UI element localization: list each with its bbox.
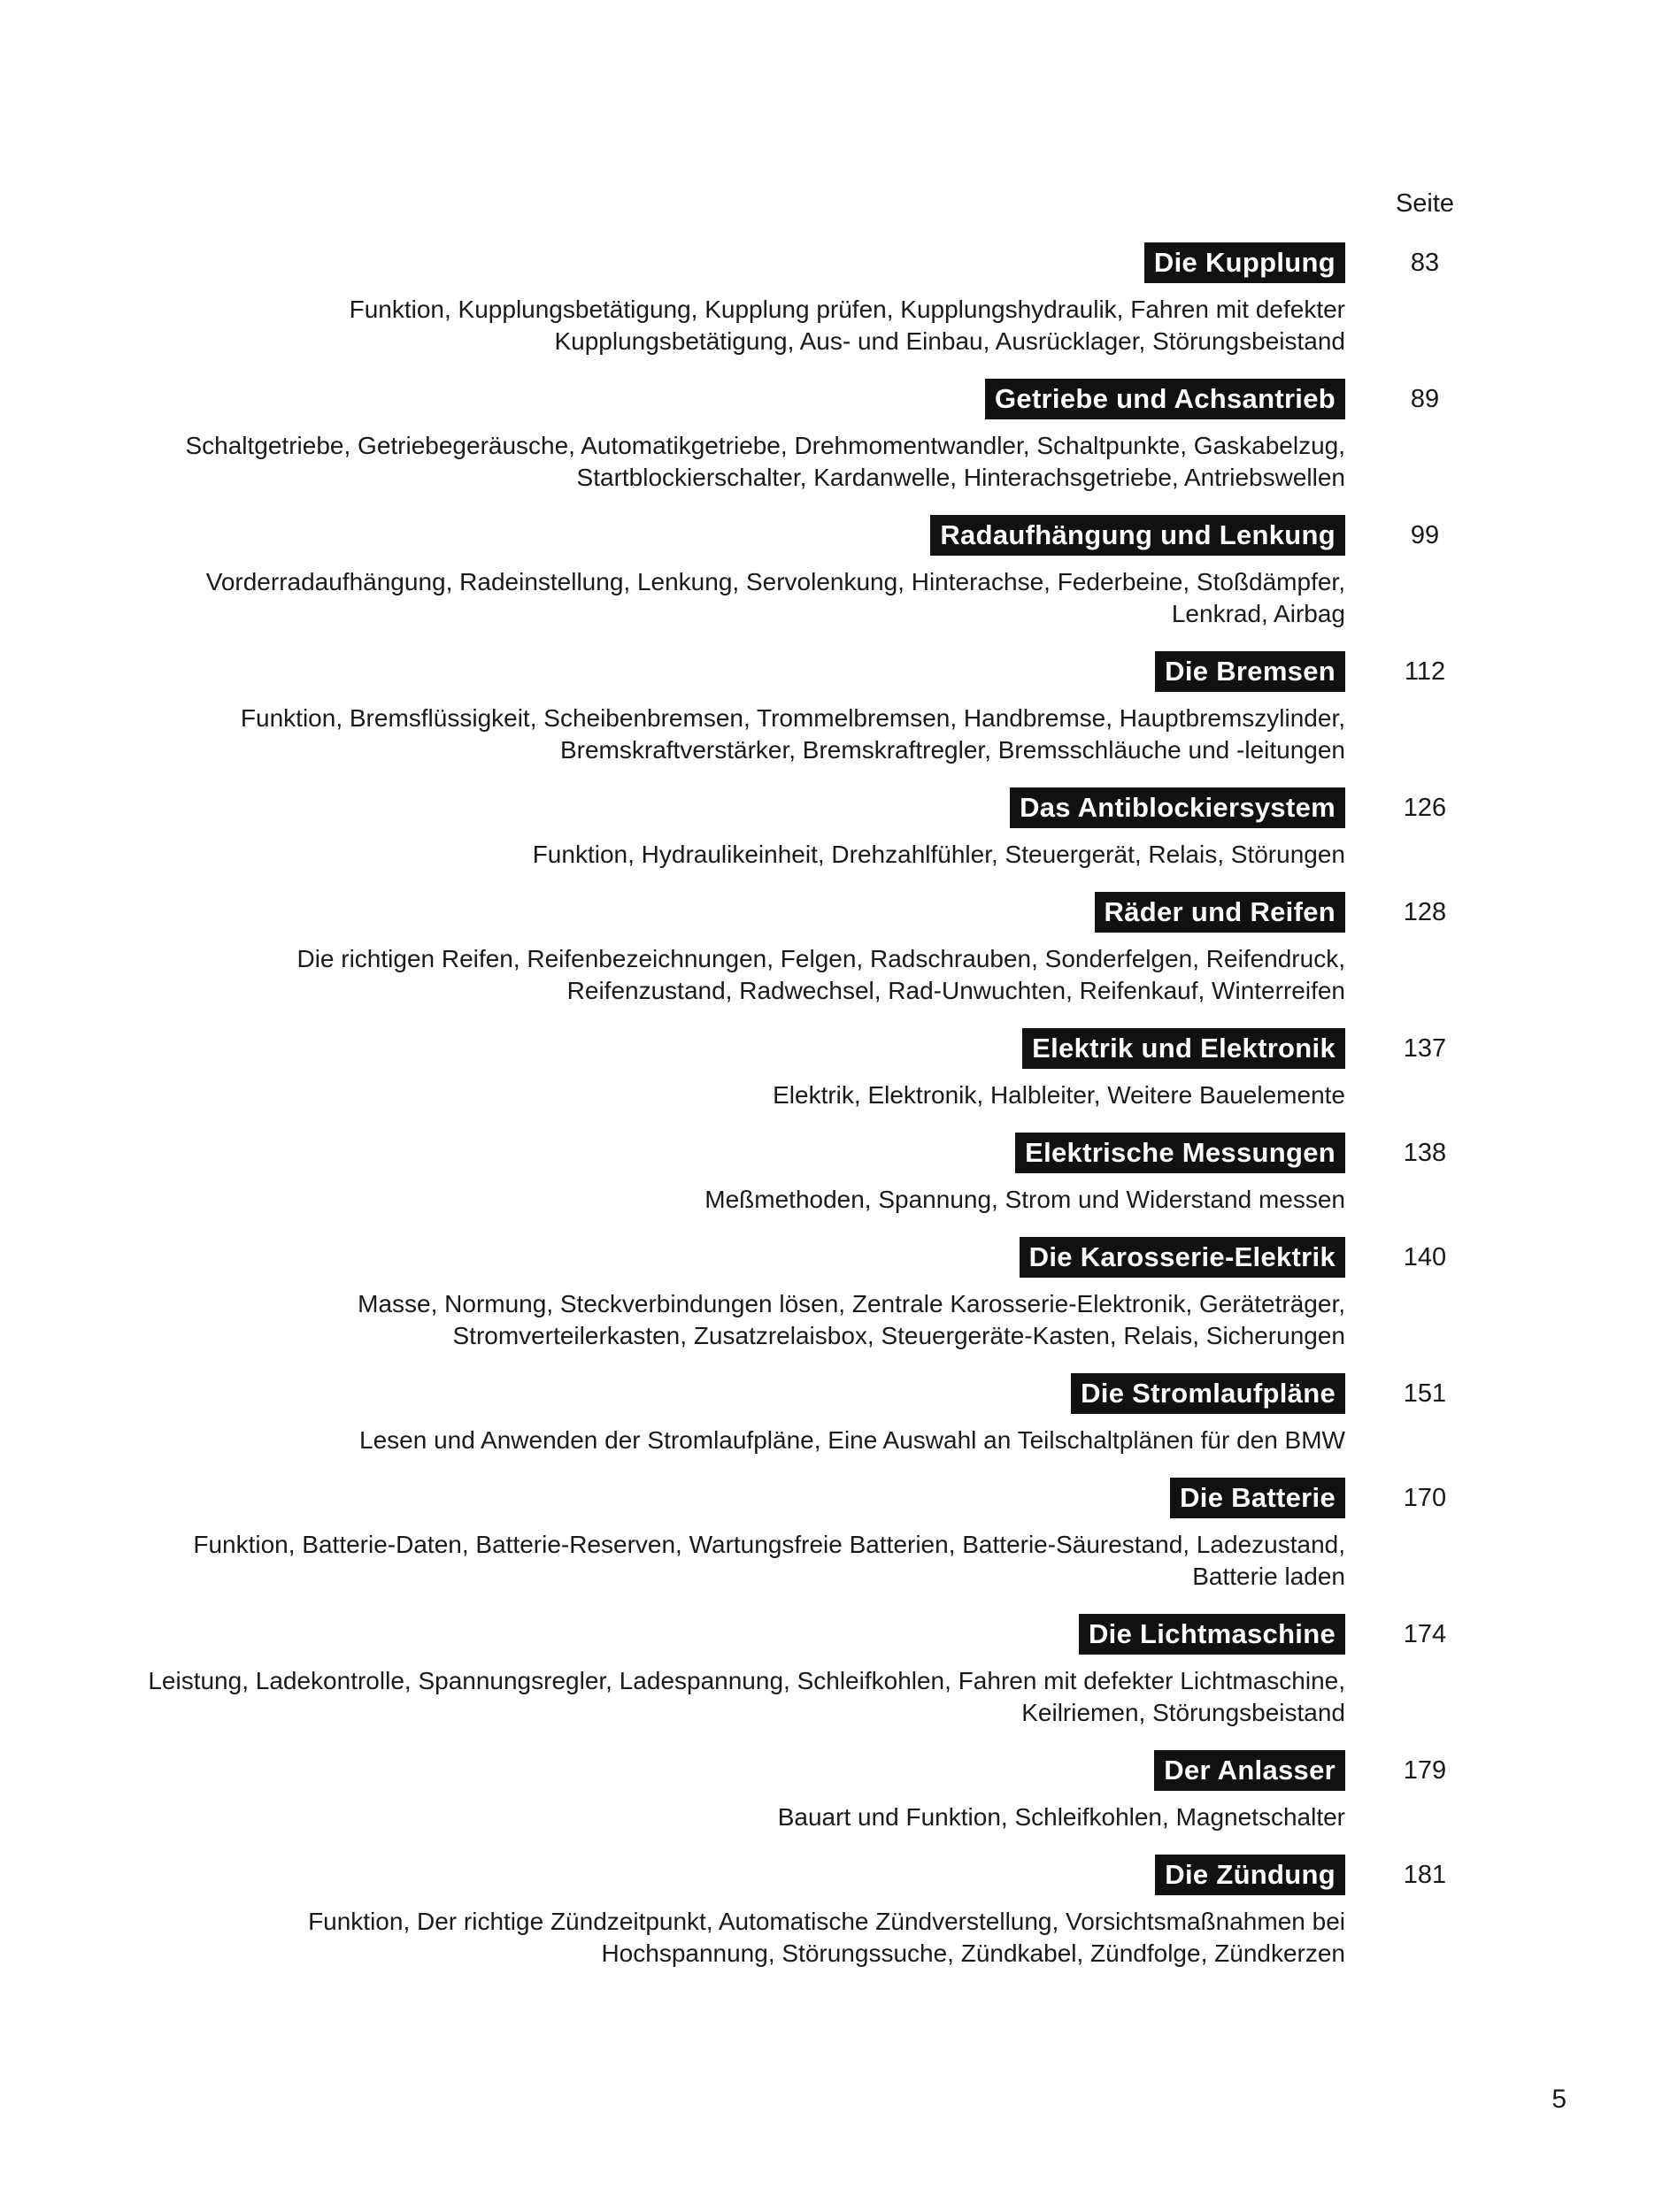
chapter-description: [0, 1906, 1345, 1970]
chapter-title[interactable]: Das Antiblockiersystem: [1010, 787, 1345, 828]
toc-entry: [0, 1373, 1655, 1456]
chapter-description-line: Die richtigen Reifen, Reifenbezeichnungen, Felgen, Radschrauben, Sonderfelgen, Reifendruck,: [296, 945, 1345, 972]
chapter-description: [0, 943, 1345, 1007]
chapter-page-number: 137: [1403, 1034, 1447, 1063]
chapter-page-number: 174: [1403, 1620, 1447, 1648]
chapter-description: [0, 1665, 1345, 1729]
chapter-page-number: 151: [1403, 1379, 1447, 1408]
toc-entry: [0, 787, 1655, 871]
toc-entry: [0, 1614, 1655, 1729]
chapter-page-number: 179: [1403, 1756, 1447, 1785]
toc-entry: [0, 1855, 1655, 1970]
toc-entry: [0, 515, 1655, 630]
toc-entry: [0, 1478, 1655, 1593]
chapter-description: [0, 839, 1345, 871]
toc-entry: [0, 651, 1655, 766]
chapter-description-line: Batterie laden: [1192, 1563, 1345, 1590]
chapter-description-line: Bauart und Funktion, Schleifkohlen, Magnetschalter: [777, 1803, 1345, 1831]
chapter-description-line: Keilriemen, Störungsbeistand: [1021, 1699, 1345, 1726]
chapter-title[interactable]: Die Zündung: [1155, 1855, 1345, 1895]
chapter-description: [0, 1801, 1345, 1833]
chapter-description-line: Vorderradaufhängung, Radeinstellung, Lenkung, Servolenkung, Hinterachse, Federbeine, Stoßdämpfer,: [205, 568, 1345, 595]
toc-entry: [0, 242, 1655, 357]
chapter-title[interactable]: Elektrik und Elektronik: [1022, 1028, 1345, 1069]
chapter-page-number: 128: [1403, 898, 1447, 926]
chapter-description-line: Funktion, Bremsflüssigkeit, Scheibenbremsen, Trommelbremsen, Handbremse, Hauptbremszylinder,: [240, 704, 1345, 732]
chapter-page-number: 83: [1410, 249, 1440, 277]
chapter-description-line: Kupplungsbetätigung, Aus- und Einbau, Ausrücklager, Störungsbeistand: [554, 327, 1345, 355]
chapter-title[interactable]: Getriebe und Achsantrieb: [985, 379, 1345, 419]
chapter-description-line: Masse, Normung, Steckverbindungen lösen, Zentrale Karosserie-Elektronik, Geräteträger,: [358, 1290, 1345, 1317]
chapter-description-line: Bremskraftverstärker, Bremskraftregler, Bremsschläuche und -leitungen: [559, 736, 1345, 764]
chapter-title[interactable]: Räder und Reifen: [1095, 892, 1345, 933]
chapter-description-line: Funktion, Kupplungsbetätigung, Kupplung prüfen, Kupplungshydraulik, Fahren mit defekter: [349, 296, 1345, 323]
toc-entry: [0, 1133, 1655, 1216]
chapter-page-number: 170: [1403, 1484, 1447, 1512]
chapter-description-line: Stromverteilerkasten, Zusatzrelaisbox, Steuergeräte-Kasten, Relais, Sicherungen: [452, 1322, 1345, 1349]
chapter-description-line: Funktion, Batterie-Daten, Batterie-Reserven, Wartungsfreie Batterien, Batterie-Säurestand, Ladezustand,: [193, 1531, 1345, 1558]
chapter-description: [0, 294, 1345, 357]
toc-entry: [0, 1237, 1655, 1352]
chapter-description-line: Reifenzustand, Radwechsel, Rad-Unwuchten, Reifenkauf, Winterreifen: [566, 977, 1345, 1004]
chapter-page-number: 99: [1410, 521, 1440, 549]
chapter-page-number: 89: [1410, 385, 1440, 413]
chapter-description-line: Startblockierschalter, Kardanwelle, Hinterachsgetriebe, Antriebswellen: [576, 464, 1345, 491]
chapter-page-number: 126: [1403, 794, 1447, 822]
chapter-description-line: Schaltgetriebe, Getriebegeräusche, Automatikgetriebe, Drehmomentwandler, Schaltpunkte, Gaskabelzug,: [185, 432, 1345, 459]
page-number: 5: [1551, 2085, 1566, 2114]
chapter-title[interactable]: Elektrische Messungen: [1015, 1133, 1345, 1173]
chapter-title[interactable]: Der Anlasser: [1154, 1750, 1345, 1791]
chapter-description: [0, 430, 1345, 494]
chapter-page-number: 112: [1404, 657, 1446, 686]
toc-entry: [0, 1750, 1655, 1833]
chapter-title[interactable]: Die Bremsen: [1155, 651, 1345, 692]
chapter-description-line: Funktion, Hydraulikeinheit, Drehzahlfühler, Steuergerät, Relais, Störungen: [532, 841, 1345, 868]
chapter-title[interactable]: Die Kupplung: [1144, 242, 1345, 283]
chapter-description: [0, 1184, 1345, 1216]
table-of-contents: [0, 242, 1655, 1991]
chapter-description: [0, 1425, 1345, 1456]
chapter-description: [0, 703, 1345, 766]
chapter-description-line: Funktion, Der richtige Zündzeitpunkt, Automatische Zündverstellung, Vorsichtsmaßnahmen bei: [308, 1908, 1345, 1935]
chapter-description-line: Lesen und Anwenden der Stromlaufpläne, Eine Auswahl an Teilschaltplänen für den BMW: [359, 1426, 1345, 1454]
chapter-description-line: Lenkrad, Airbag: [1171, 600, 1345, 627]
seite-column-header: Seite: [1395, 189, 1455, 218]
chapter-description: [0, 1288, 1345, 1352]
chapter-page-number: 181: [1403, 1861, 1447, 1889]
chapter-title[interactable]: Die Batterie: [1170, 1478, 1345, 1518]
chapter-page-number: 140: [1403, 1243, 1447, 1271]
toc-entry: [0, 892, 1655, 1007]
chapter-description-line: Hochspannung, Störungssuche, Zündkabel, Zündfolge, Zündkerzen: [601, 1939, 1345, 1967]
chapter-description: [0, 1079, 1345, 1111]
chapter-title[interactable]: Die Karosserie-Elektrik: [1020, 1237, 1345, 1278]
chapter-description-line: Leistung, Ladekontrolle, Spannungsregler, Ladespannung, Schleifkohlen, Fahren mit defekter Lichtmaschine,: [148, 1667, 1345, 1694]
toc-entry: [0, 1028, 1655, 1111]
chapter-description-line: Elektrik, Elektronik, Halbleiter, Weitere Bauelemente: [773, 1081, 1345, 1109]
chapter-description-line: Meßmethoden, Spannung, Strom und Widerstand messen: [704, 1186, 1345, 1213]
chapter-title[interactable]: Die Stromlaufpläne: [1071, 1373, 1345, 1414]
chapter-description: [0, 566, 1345, 630]
chapter-title[interactable]: Die Lichtmaschine: [1079, 1614, 1345, 1655]
chapter-page-number: 138: [1403, 1139, 1447, 1167]
toc-entry: [0, 379, 1655, 494]
chapter-description: [0, 1529, 1345, 1593]
chapter-title[interactable]: Radaufhängung und Lenkung: [930, 515, 1345, 556]
